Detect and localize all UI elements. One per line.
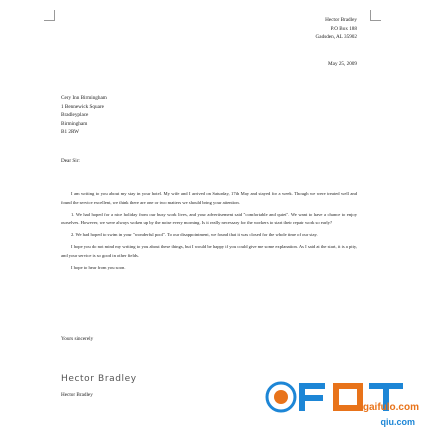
recipient-address-block: [61, 94, 107, 137]
signature: Hector Bradley: [61, 374, 137, 384]
recipient-line-4: Birmingham: [61, 120, 88, 127]
sender-name: Hector Bradley: [325, 17, 357, 23]
body-paragraph-2: 1. We had hoped for a nice holiday from our busy work lives, and your advertisement said "comfortable and quiet". We want to have a chance to enjoy ourselves. However, we were always woken up by the noise every morning. Is it really necessary for the workers to start their repair work so early?: [61, 211, 357, 226]
margin-corner-top-left: [44, 10, 55, 21]
letter-body: [61, 190, 357, 275]
salutation: Dear Sir:: [61, 158, 80, 164]
body-paragraph-5: I hope to hear from you soon.: [71, 264, 126, 270]
closing: Yours sincerely: [61, 336, 94, 342]
watermark-bottom-text: qiu.com: [380, 417, 415, 427]
body-paragraph-4: I hope you do not mind my writing to you about these things, but I would be happy if you could give me some explanation. As I said at the start, it is a pity, and your service is so good in other fields.: [61, 243, 357, 258]
margin-corner-top-right: [370, 10, 381, 21]
printed-name: Hector Bradley: [61, 392, 93, 398]
letter-date: May 25, 2009: [328, 61, 357, 67]
watermark-url: i.gaifulo.com: [357, 402, 419, 413]
recipient-line-3: Bradleyplace: [61, 112, 89, 118]
body-paragraph-3: 2. We had hoped to swim in your "wonderful pool". To our disappointment, we found that it was closed for the whole time of our stay.: [71, 232, 318, 238]
sender-address-line: P.O Box 188: [330, 25, 357, 32]
body-paragraph-1: I am writing to you about my stay in your hotel. My wife and I arrived on Saturday, 17th May and stayed for a week. Though we were treated well and found the service excellent, we think there are one or two matters we should bring your attention.: [61, 191, 357, 205]
sender-address-block: [316, 16, 357, 42]
recipient-line-1: Cery Inn Birmingham: [61, 95, 107, 101]
recipient-line-5: B1 2RW: [61, 129, 80, 135]
sender-city: Gadsden, AL 35902: [315, 34, 357, 40]
recipient-line-2: 1 Bennewick Square: [61, 103, 104, 110]
